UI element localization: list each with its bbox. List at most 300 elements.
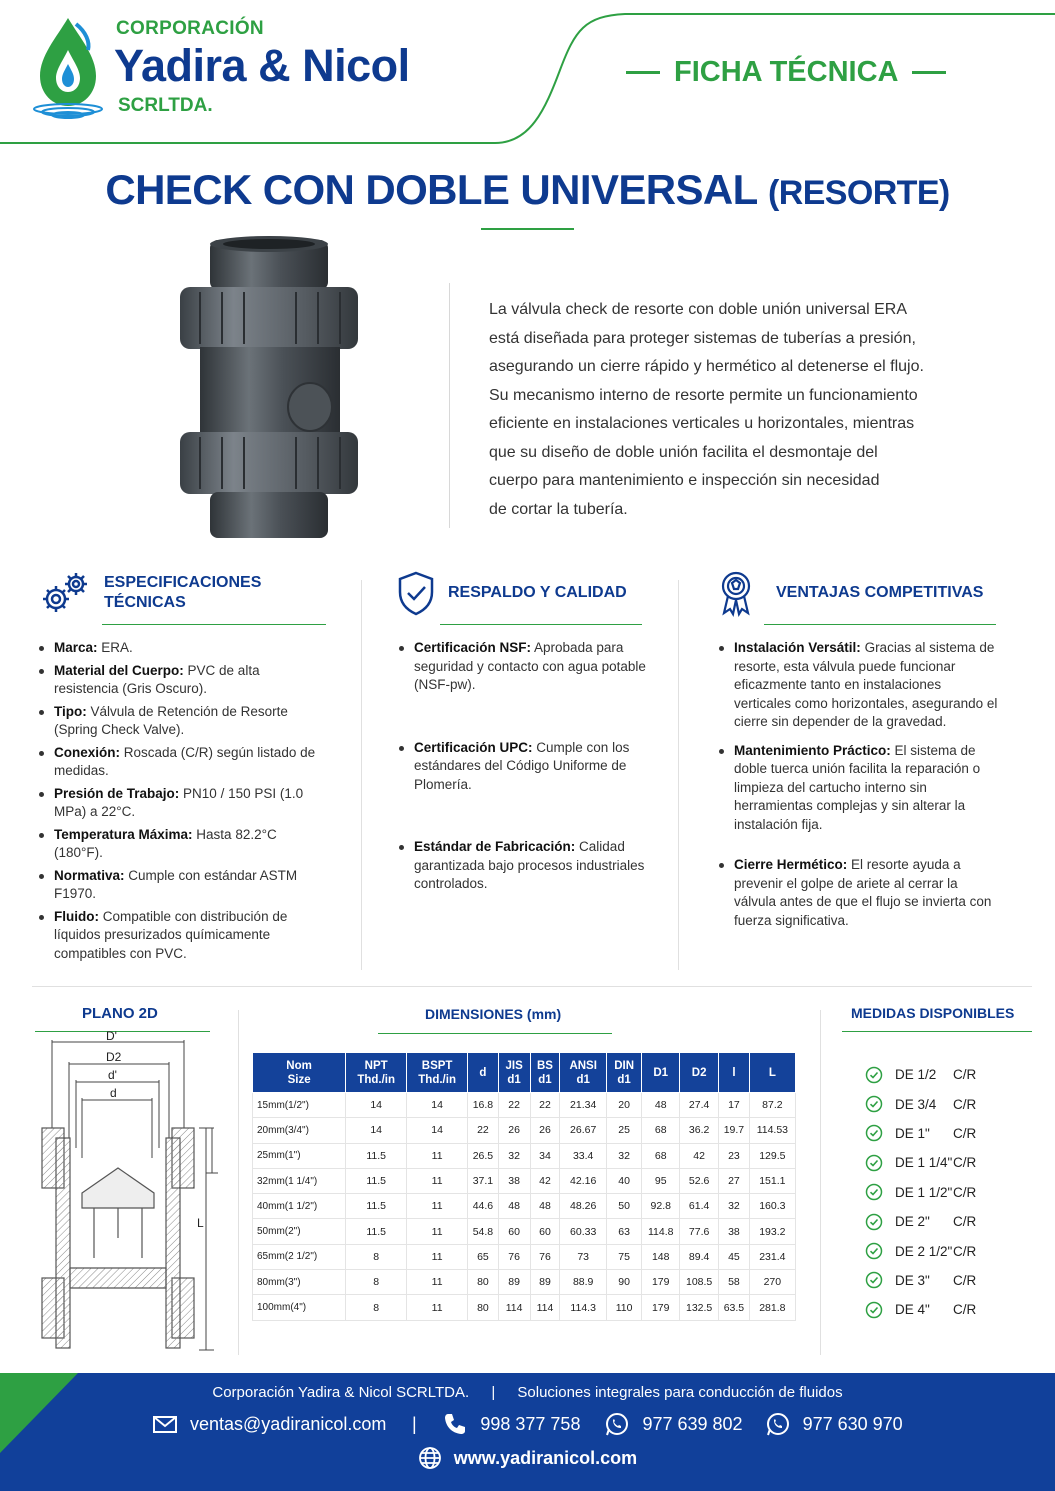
list-item [865, 1119, 976, 1148]
list-item [36, 662, 326, 699]
table-cell: 11 [407, 1295, 468, 1320]
header-line: JIS [505, 1059, 523, 1072]
connection-type: C/R [953, 1155, 977, 1171]
table-header-cell [560, 1053, 606, 1093]
list-item [716, 856, 1000, 930]
advantages-header [716, 568, 1000, 618]
footer-website-line [0, 1446, 1055, 1470]
table-cell: 22 [530, 1093, 560, 1118]
header-line: Nom [286, 1059, 312, 1072]
table-cell: 11 [407, 1168, 468, 1193]
dimensions-table [252, 1052, 796, 1321]
shield-check-icon [396, 570, 436, 616]
connection-type: C/R [953, 1214, 977, 1230]
header-line: l [732, 1066, 736, 1079]
table-cell: 11.5 [346, 1194, 407, 1219]
connection-type: C/R [953, 1302, 977, 1318]
description-line: que su diseño de doble unión facilita el desmontaje del [489, 443, 878, 461]
table-cell: 54.8 [468, 1219, 499, 1244]
item-label: Marca: [54, 640, 98, 655]
header-line: d1 [576, 1073, 590, 1086]
table-cell: 26.67 [560, 1118, 606, 1143]
list-item [36, 785, 326, 822]
table-cell: 19.7 [719, 1118, 750, 1143]
table-row [253, 1244, 796, 1269]
size-label: DE 1 1/2" [895, 1184, 953, 1200]
table-cell: 8 [346, 1244, 407, 1269]
bottom-divider [238, 1010, 239, 1355]
list-item [865, 1236, 976, 1265]
description-line: de cortar la tubería. [489, 500, 628, 518]
table-cell: 22 [468, 1118, 499, 1143]
section-divider [32, 986, 1032, 987]
table-cell: 27 [719, 1168, 750, 1193]
dim-label-d-prime: d' [108, 1068, 117, 1082]
connection-type: C/R [953, 1067, 977, 1083]
check-circle-icon [865, 1271, 883, 1289]
table-cell: 36.2 [680, 1118, 719, 1143]
table-cell: 27.4 [680, 1093, 719, 1118]
table-cell: 68 [642, 1143, 680, 1168]
table-cell: 80 [468, 1270, 499, 1295]
table-cell: 50mm(2") [253, 1219, 346, 1244]
item-text: Calidad garantizada bajo procesos industriales controlados. [414, 839, 645, 891]
check-circle-icon [865, 1154, 883, 1172]
list-item [36, 908, 326, 964]
dash-decoration [912, 71, 946, 74]
column-divider [678, 580, 679, 970]
size-label: DE 1 1/4" [895, 1155, 953, 1171]
table-cell: 11 [407, 1270, 468, 1295]
item-text: Compatible con distribución de líquidos presurizados químicamente compatibles con PVC. [54, 908, 288, 961]
item-label: Certificación NSF: [414, 640, 532, 655]
table-cell: 20mm(3/4") [253, 1118, 346, 1143]
table-cell: 129.5 [749, 1143, 795, 1168]
table-row [253, 1168, 796, 1193]
table-cell: 14 [407, 1118, 468, 1143]
item-label: Instalación Versátil: [734, 640, 861, 655]
table-cell: 38 [719, 1219, 750, 1244]
column-divider [361, 580, 362, 970]
item-text: Cumple con estándar ASTM F1970. [54, 867, 298, 901]
table-cell: 40 [606, 1168, 641, 1193]
header-line: ANSI [569, 1059, 597, 1072]
logo-water-drop-icon [28, 14, 108, 120]
award-badge-icon [716, 569, 756, 617]
list-item [865, 1060, 976, 1089]
table-cell: 89 [498, 1270, 530, 1295]
list-item [36, 826, 326, 863]
item-text: PVC de alta resistencia (Gris Oscuro). [54, 662, 260, 696]
table-row [253, 1194, 796, 1219]
footer-phone2[interactable]: 977 639 802 [642, 1413, 743, 1434]
table-cell: 179 [642, 1270, 680, 1295]
table-cell: 95 [642, 1168, 680, 1193]
medidas-list [865, 1060, 976, 1325]
plano-title: PLANO 2D [82, 1005, 158, 1022]
table-cell: 114.53 [749, 1118, 795, 1143]
table-cell: 114.8 [642, 1219, 680, 1244]
table-cell: 32 [606, 1143, 641, 1168]
table-cell: 11.5 [346, 1219, 407, 1244]
item-text: El resorte ayuda a prevenir el golpe de ariete al cerrar la válvula antes de que el flujo se invierta con fuerza significativa. [734, 857, 992, 928]
connection-type: C/R [953, 1184, 977, 1200]
table-cell: 231.4 [749, 1244, 795, 1269]
table-cell: 38 [498, 1168, 530, 1193]
table-cell: 76 [530, 1244, 560, 1269]
table-cell: 65mm(2 1/2") [253, 1244, 346, 1269]
item-text: PN10 / 150 PSI (1.0 MPa) a 22°C. [54, 785, 304, 819]
specs-title-line1: ESPECIFICACIONES [104, 574, 262, 591]
table-cell: 114 [530, 1295, 560, 1320]
table-header-cell [680, 1053, 719, 1093]
header-line: d1 [617, 1073, 631, 1086]
table-cell: 16.8 [468, 1093, 499, 1118]
list-item [865, 1266, 976, 1295]
header-line: Size [287, 1073, 311, 1086]
table-cell: 8 [346, 1270, 407, 1295]
specs-header [36, 568, 326, 618]
header-line: DIN [614, 1059, 634, 1072]
footer-website[interactable]: www.yadiranicol.com [453, 1447, 638, 1468]
table-header-cell [253, 1053, 346, 1093]
item-text: ERA. [97, 640, 133, 655]
item-text: Cumple con los estándares del Código Uniforme de Plomería. [414, 739, 630, 792]
table-cell: 89 [530, 1270, 560, 1295]
table-cell: 100mm(4") [253, 1295, 346, 1320]
quality-title: RESPALDO Y CALIDAD [448, 584, 627, 601]
table-header-cell [719, 1053, 750, 1093]
medidas-title-rule [842, 1031, 1032, 1032]
header-line: D2 [691, 1066, 707, 1079]
item-label: Certificación UPC: [414, 739, 533, 755]
table-header-cell [468, 1053, 499, 1093]
specs-title-line2: TÉCNICAS [104, 594, 186, 611]
table-cell: 11 [407, 1194, 468, 1219]
quality-title-rule [440, 624, 642, 625]
item-label: Fluido: [54, 908, 99, 924]
table-cell: 26 [530, 1118, 560, 1143]
table-cell: 11.5 [346, 1143, 407, 1168]
item-text: Roscada (C/R) según listado de medidas. [54, 744, 316, 778]
quality-column [396, 568, 652, 894]
header [0, 0, 1055, 150]
table-cell: 73 [560, 1244, 606, 1269]
list-item [865, 1295, 976, 1324]
item-text: Aprobada para seguridad y contacto con agua potable (NSF-pw). [414, 640, 646, 692]
description-line: está diseñada para proteger sistemas de tuberías a presión, [489, 329, 916, 347]
footer-contact-line [152, 1411, 903, 1437]
list-item [865, 1089, 976, 1118]
table-cell: 8 [346, 1295, 407, 1320]
table-cell: 33.4 [560, 1143, 606, 1168]
footer-company: Corporación Yadira & Nicol SCRLTDA. [212, 1384, 470, 1401]
product-valve-image [170, 232, 370, 550]
item-label: Presión de Trabajo: [54, 785, 180, 801]
table-cell: 80 [468, 1295, 499, 1320]
list-item [396, 838, 652, 894]
medidas-title: MEDIDAS DISPONIBLES [851, 1005, 1015, 1021]
advantages-title-rule [764, 624, 996, 625]
table-cell: 148 [642, 1244, 680, 1269]
specs-title-rule [102, 624, 326, 625]
header-line: d1 [538, 1073, 552, 1086]
list-item [716, 742, 1000, 835]
bottom-divider [820, 1010, 821, 1355]
size-label: DE 2" [895, 1214, 930, 1230]
list-item [716, 639, 1000, 732]
table-cell: 11 [407, 1219, 468, 1244]
table-cell: 270 [749, 1270, 795, 1295]
item-label: Mantenimiento Práctico: [734, 742, 891, 758]
table-cell: 114 [498, 1295, 530, 1320]
table-cell: 90 [606, 1270, 641, 1295]
technical-drawing [34, 1028, 224, 1358]
table-cell: 11 [407, 1244, 468, 1269]
table-cell: 65 [468, 1244, 499, 1269]
check-circle-icon [865, 1066, 883, 1084]
table-cell: 92.8 [642, 1194, 680, 1219]
check-circle-icon [865, 1124, 883, 1142]
table-cell: 22 [498, 1093, 530, 1118]
check-circle-icon [865, 1183, 883, 1201]
item-text: Hasta 82.2°C (180°F). [54, 826, 277, 860]
table-cell: 61.4 [680, 1194, 719, 1219]
product-title [0, 166, 1055, 214]
table-cell: 87.2 [749, 1093, 795, 1118]
table-cell: 26.5 [468, 1143, 499, 1168]
table-cell: 110 [606, 1295, 641, 1320]
connection-type: C/R [953, 1125, 977, 1141]
footer-phone3[interactable]: 977 630 970 [802, 1413, 903, 1434]
item-text: Válvula de Retención de Resorte (Spring Check Valve). [54, 703, 288, 737]
table-cell: 14 [346, 1118, 407, 1143]
table-cell: 132.5 [680, 1295, 719, 1320]
list-item [36, 703, 326, 740]
footer-separator: | [412, 1413, 417, 1434]
dim-label-D-prime: D' [106, 1029, 117, 1043]
table-cell: 60 [530, 1219, 560, 1244]
size-label: DE 1" [895, 1125, 930, 1141]
table-cell: 23 [719, 1143, 750, 1168]
item-label: Tipo: [54, 703, 87, 719]
list-item [865, 1148, 976, 1177]
table-cell: 52.6 [680, 1168, 719, 1193]
table-cell: 48 [498, 1194, 530, 1219]
table-cell: 63.5 [719, 1295, 750, 1320]
table-cell: 45 [719, 1244, 750, 1269]
table-cell: 77.6 [680, 1219, 719, 1244]
table-cell: 11.5 [346, 1168, 407, 1193]
item-label: Cierre Hermético: [734, 857, 848, 872]
list-item [396, 739, 652, 795]
globe-icon [418, 1446, 442, 1470]
list-item [36, 867, 326, 904]
table-cell: 42 [680, 1143, 719, 1168]
table-cell: 20 [606, 1093, 641, 1118]
product-title-suffix: (RESORTE) [768, 174, 950, 212]
table-header-cell [498, 1053, 530, 1093]
table-cell: 160.3 [749, 1194, 795, 1219]
table-row [253, 1118, 796, 1143]
dimensions-title: DIMENSIONES (mm) [425, 1006, 562, 1022]
advantages-list [716, 639, 1000, 930]
brand-suffix: SCRLTDA. [118, 95, 213, 116]
table-cell: 151.1 [749, 1168, 795, 1193]
check-circle-icon [865, 1095, 883, 1113]
table-cell: 108.5 [680, 1270, 719, 1295]
item-label: Normativa: [54, 867, 125, 883]
table-cell: 48.26 [560, 1194, 606, 1219]
header-line: Thd./in [357, 1073, 395, 1086]
brand-top-text: CORPORACIÓN [116, 18, 264, 39]
table-cell: 25 [606, 1118, 641, 1143]
header-line: BS [537, 1059, 553, 1072]
table-cell: 17 [719, 1093, 750, 1118]
table-cell: 75 [606, 1244, 641, 1269]
table-cell: 89.4 [680, 1244, 719, 1269]
brand-name: Yadira & Nicol [114, 40, 410, 91]
table-cell: 21.34 [560, 1093, 606, 1118]
header-line: L [768, 1066, 776, 1079]
footer-email[interactable]: ventas@yadiranicol.com [190, 1413, 387, 1434]
table-cell: 44.6 [468, 1194, 499, 1219]
table-header-cell [749, 1053, 795, 1093]
dim-label-d: d [110, 1086, 117, 1100]
table-cell: 193.2 [749, 1219, 795, 1244]
table-cell: 15mm(1/2") [253, 1093, 346, 1118]
advantages-column [716, 568, 1000, 930]
dimensions-title-rule [378, 1033, 612, 1034]
description-line: cuerpo para mantenimiento e inspección sin necesidad [489, 472, 880, 489]
table-cell: 58 [719, 1270, 750, 1295]
table-cell: 42.16 [560, 1168, 606, 1193]
header-line: d1 [507, 1073, 521, 1086]
item-label: Conexión: [54, 744, 120, 760]
description-line: asegurando un cierre rápido y hermético al detenerse el flujo. [489, 358, 924, 375]
table-cell: 114.3 [560, 1295, 606, 1320]
table-cell: 40mm(1 1/2") [253, 1194, 346, 1219]
table-header-cell [606, 1053, 641, 1093]
document-type-label [626, 56, 946, 89]
table-cell: 48 [642, 1093, 680, 1118]
check-circle-icon [865, 1301, 883, 1319]
table-cell: 281.8 [749, 1295, 795, 1320]
table-header-cell [642, 1053, 680, 1093]
whatsapp-icon [604, 1411, 630, 1437]
list-item [865, 1207, 976, 1236]
size-label: DE 1/2 [895, 1067, 937, 1083]
description-line: La válvula check de resorte con doble unión universal ERA [489, 301, 908, 318]
connection-type: C/R [953, 1272, 977, 1288]
table-cell: 32 [719, 1194, 750, 1219]
table-header-row [253, 1053, 796, 1093]
table-row [253, 1093, 796, 1118]
gears-icon [36, 569, 92, 617]
table-body [253, 1093, 796, 1321]
check-circle-icon [865, 1242, 883, 1260]
dash-decoration [626, 71, 660, 74]
table-cell: 48 [530, 1194, 560, 1219]
table-cell: 63 [606, 1219, 641, 1244]
footer-separator: | [491, 1384, 496, 1401]
header-line: D1 [653, 1066, 669, 1079]
footer-company-line [0, 1384, 1055, 1401]
item-text: Gracias al sistema de resorte, esta válvula puede funcionar eficazmente tanto en instalaciones verticales como horizontales, asegurando el cierre sin depender de la gravedad. [734, 640, 998, 729]
email-icon [152, 1411, 178, 1437]
description-line: eficiente en instalaciones verticales u horizontales, mientras [489, 415, 915, 432]
table-cell: 68 [642, 1118, 680, 1143]
specs-column [36, 568, 326, 967]
ficha-tecnica-text: FICHA TÉCNICA [674, 56, 899, 88]
check-circle-icon [865, 1213, 883, 1231]
table-cell: 179 [642, 1295, 680, 1320]
table-header-cell [530, 1053, 560, 1093]
table-header-cell [346, 1053, 407, 1093]
table-cell: 60 [498, 1219, 530, 1244]
table-cell: 50 [606, 1194, 641, 1219]
table-cell: 32mm(1 1/4") [253, 1168, 346, 1193]
table-cell: 76 [498, 1244, 530, 1269]
description-line: Su mecanismo interno de resorte permite un funcionamiento [489, 386, 918, 404]
header-line: NPT [364, 1059, 388, 1072]
table-cell: 11 [407, 1143, 468, 1168]
footer [0, 1373, 1055, 1491]
quality-header [396, 568, 652, 618]
phone-icon [442, 1411, 468, 1437]
table-cell: 26 [498, 1118, 530, 1143]
table-row [253, 1219, 796, 1244]
table-cell: 25mm(1") [253, 1143, 346, 1168]
table-cell: 14 [407, 1093, 468, 1118]
table-cell: 42 [530, 1168, 560, 1193]
table-row [253, 1295, 796, 1320]
size-label: DE 3" [895, 1272, 930, 1288]
connection-type: C/R [953, 1096, 977, 1112]
connection-type: C/R [953, 1243, 977, 1259]
header-line: d [479, 1066, 487, 1079]
item-label: Temperatura Máxima: [54, 826, 193, 842]
table-cell: 37.1 [468, 1168, 499, 1193]
list-item [36, 639, 326, 658]
footer-phone1[interactable]: 998 377 758 [480, 1413, 581, 1434]
advantages-title: VENTAJAS COMPETITIVAS [776, 584, 984, 601]
table-row [253, 1270, 796, 1295]
size-label: DE 3/4 [895, 1096, 937, 1112]
specs-list [36, 639, 326, 963]
product-description [489, 296, 969, 524]
dim-label-D2: D2 [106, 1050, 122, 1064]
product-title-main: CHECK CON DOBLE UNIVERSAL [105, 166, 757, 213]
table-cell: 88.9 [560, 1270, 606, 1295]
intro-divider [449, 283, 450, 528]
title-underline [481, 228, 574, 230]
quality-list [396, 639, 652, 894]
size-label: DE 4" [895, 1302, 930, 1318]
table-row [253, 1143, 796, 1168]
table-cell: 60.33 [560, 1219, 606, 1244]
footer-tagline: Soluciones integrales para conducción de fluidos [517, 1384, 843, 1401]
table-cell: 80mm(3") [253, 1270, 346, 1295]
whatsapp-icon [765, 1411, 791, 1437]
table-cell: 32 [498, 1143, 530, 1168]
list-item [865, 1178, 976, 1207]
list-item [36, 744, 326, 781]
item-text: El sistema de doble tuerca unión facilita la reparación o limpieza del cartucho interno sin herramientas complejas y sin alterar la instalación fija. [734, 742, 981, 832]
size-label: DE 2 1/2" [895, 1243, 953, 1259]
specs-title [104, 573, 261, 613]
item-label: Material del Cuerpo: [54, 662, 184, 678]
